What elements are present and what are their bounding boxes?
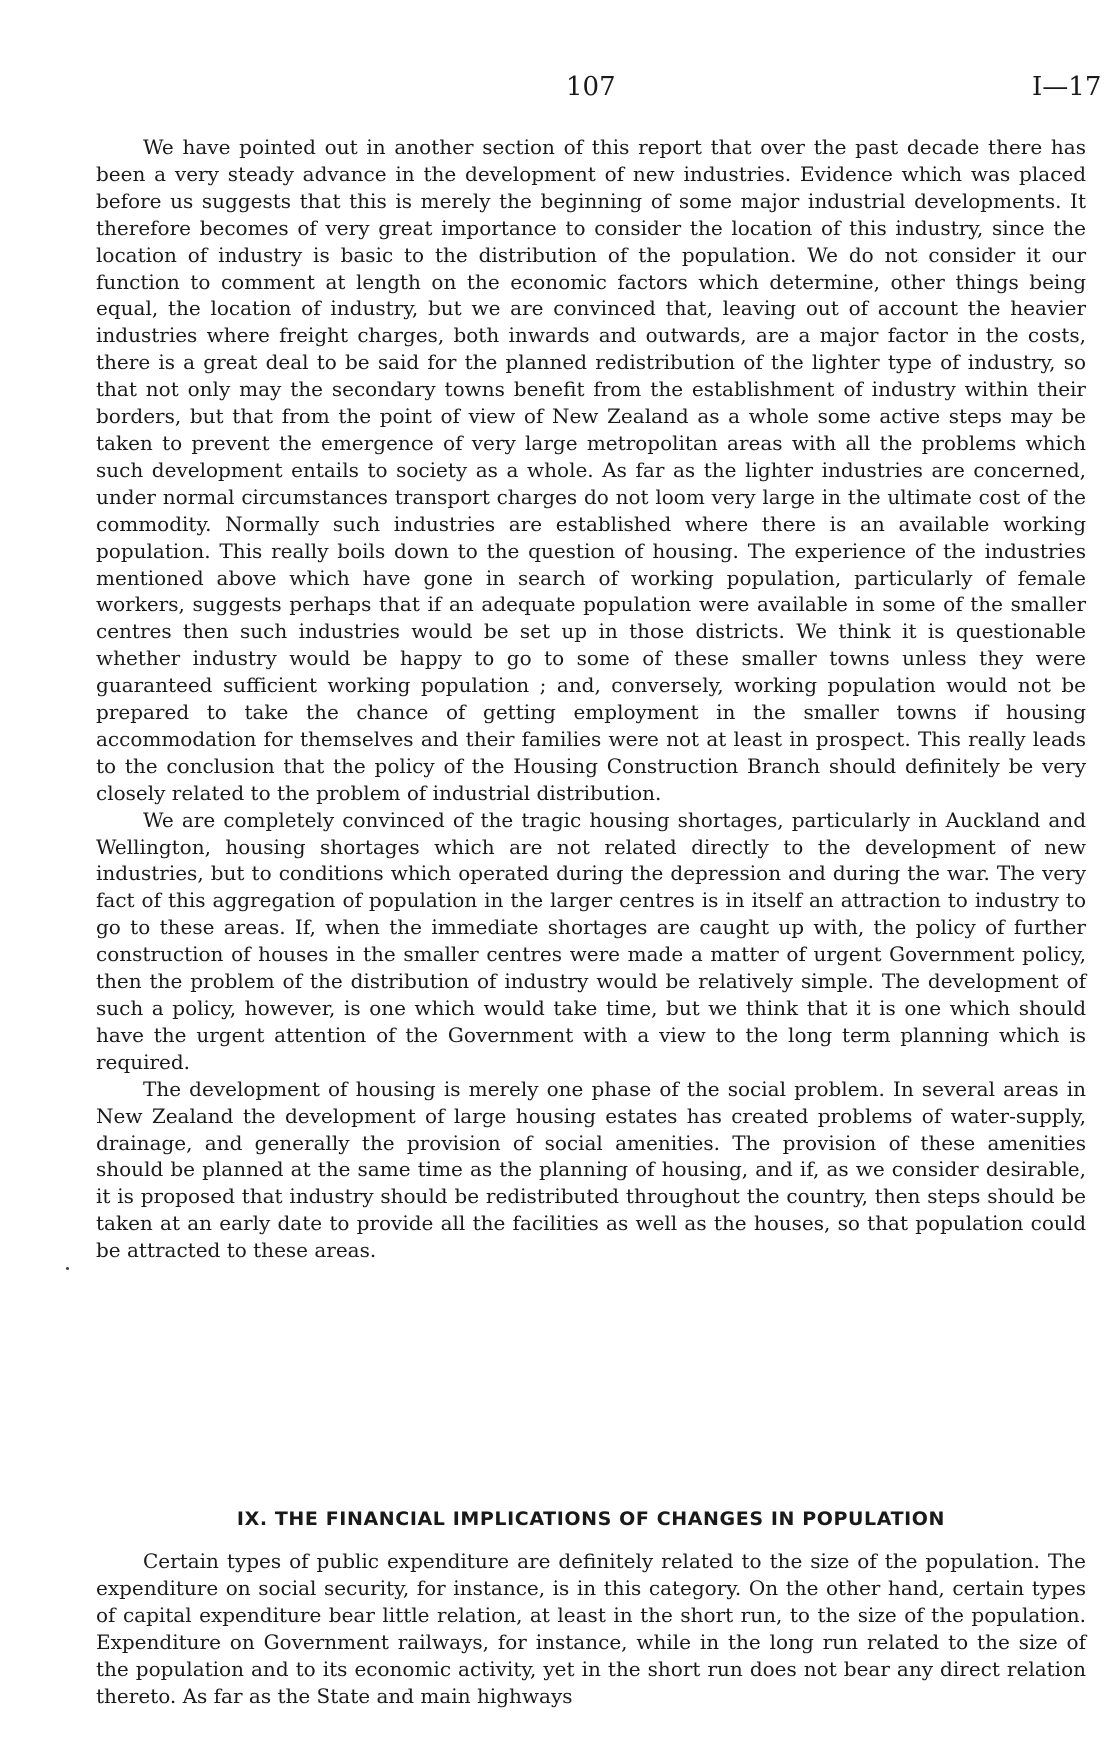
paragraph-social-amenities: The development of housing is merely one phase of the social problem. In several areas in New Zealand the development of large housing estates has created problems of water-supply, drainage, and generally the provision of social amenities. The provision of these amenities should be planned at the same time as the planning of housing, and if, as we consider desirable, it is proposed that industry should be redistributed throughout the country, then steps should be taken at an early date to provide all the facilities as well as the houses, so that population could be attracted to these areas. (96, 1076, 1086, 1263)
paragraph-industry-location: We have pointed out in another section of this report that over the past decade there has been a very steady advance in the development of new industries. Evidence which was placed before us suggests that this is merely the beginning of some major industrial developments. It therefore becomes of very great importance to consider the location of this industry, since the location of industry is basic to the distribution of the population. We do not consider it our function to comment at length on the economic factors which determine, other things being equal, the location of industry, but we are convinced that, leaving out of account the heavier industries where freight charges, both inwards and outwards, are a major factor in the costs, there is a great deal to be said for the planned redistribution of the lighter type of industry, so that not only may the secondary towns benefit from the establishment of industry within their borders, but that from the point of view of New Zealand as a whole some active steps may be taken to prevent the emergence of very large metropolitan areas with all the problems which such development entails to society as a whole. As far as the lighter industries are concerned, under normal circumstances transport charges do not loom very large in the ultimate cost of the commodity. Normally such industries are established where there is an available working population. This really boils down to the question of housing. The experience of the industries mentioned above which have gone in search of working population, particularly of female workers, suggests perhaps that if an adequate population were available in some of the smaller centres then such industries would be set up in those districts. We think it is questionable whether industry would be happy to go to some of these smaller towns unless they were guaranteed sufficient working population ; and, conversely, working population would not be prepared to take the chance of getting employment in the smaller towns if housing accommodation for themselves and their families were not at least in prospect. This really leads to the conclusion that the policy of the Housing Construction Branch should definitely be very closely related to the problem of industrial distribution. (96, 135, 1086, 805)
paragraph-housing-shortages: We are completely convinced of the tragic housing shortages, particularly in Auckland and Wellington, housing shortages which are not related directly to the development of new industries, but to conditions which operated during the depression and during the war. The very fact of this aggregation of population in the larger centres is in itself an attraction to industry to go to these areas. If, when the immediate shortages are caught up with, the policy of further construction of houses in the smaller centres were made a matter of urgent Government policy, then the problem of the distribution of industry would be relatively simple. The development of such a policy, however, is one which would take time, but we think that it is one which should have the urgent attention of the Government with a view to the long term planning which is required. (96, 807, 1086, 1074)
paragraph-financial-implications: Certain types of public expenditure are definitely related to the size of the population. The expenditure on social security, for instance, is in this category. On the other hand, certain types of capital expenditure bear little relation, at least in the short run, to the size of the population. Expenditure on Government railways, for instance, while in the long run related to the size of the population and to its economic activity, yet in the short run does not bear any direct relation thereto. As far as the State and main highways (96, 1549, 1086, 1708)
document-reference: I—17 (1032, 72, 1102, 102)
page-number: 107 (566, 72, 616, 102)
body-section-lower (96, 1548, 1086, 1709)
stray-mark (66, 1267, 69, 1270)
body-section-upper (96, 134, 1086, 1264)
section-heading: IX. THE FINANCIAL IMPLICATIONS OF CHANGES IN POPULATION (236, 1508, 946, 1530)
